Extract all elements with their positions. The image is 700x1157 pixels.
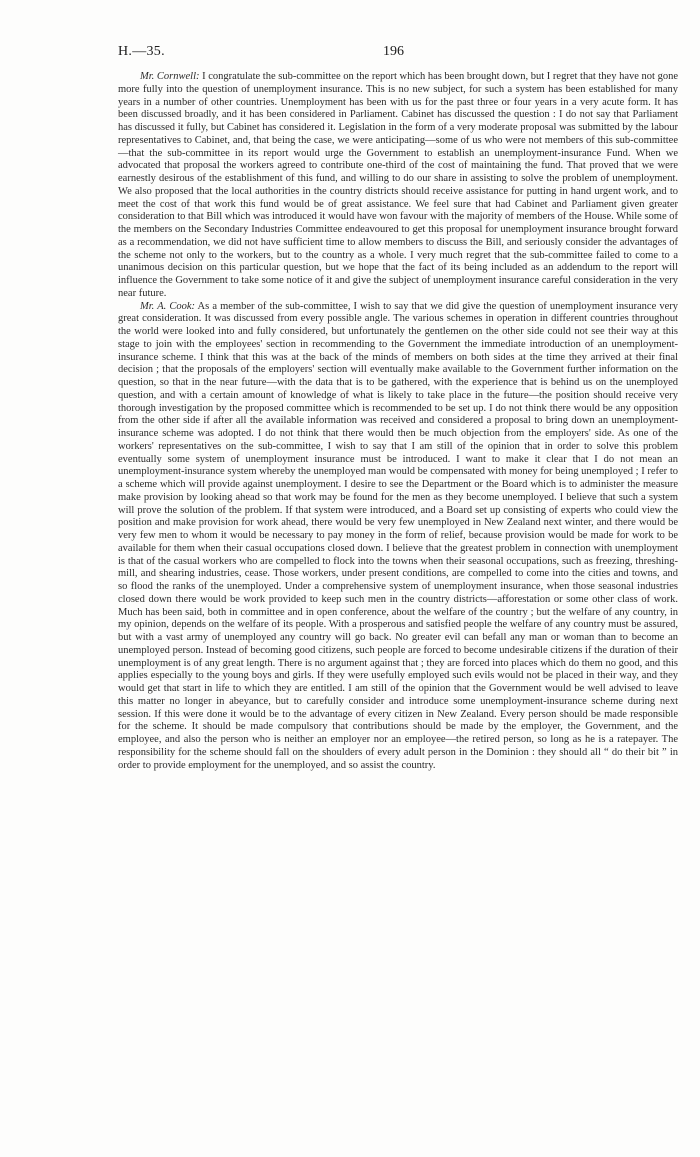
document-reference: H.—35.: [118, 44, 165, 59]
speaker-name: Mr. Cornwell:: [140, 71, 200, 82]
page-header: [118, 44, 678, 64]
paragraph-text: As a member of the sub-committee, I wish to say that we did give the question of unemployment insurance very great consideration. It was discussed from every possible angle. The various schemes in operation in different countries throughout the world were looked into and fully considered, but unfortunately the gentlemen on the other side could not see their way at this stage to join with the employees' section in recommending to the Government the immediate introduction of an unemployment-insurance scheme. I think that this was at the back of the minds of members on both sides at the time they arrived at their final decision ; that the proposals of the employers' section will eventually make available to the Government further information on the question, so that in the near future—with the data that is to be gathered, with the experience that is behind us on the unemployed question, and with a certain amount of knowledge of what is likely to take place in the future—the position should receive very thorough investigation by the proposed committee which is recommended to be set up. I do not think there would be any opposition from the other side if after all the available information was received and considered a proposal to bring down an unemployment-insurance scheme was adopted. I do not think that there would then be much objection from the employers' side. As one of the workers' representatives on the sub-committee, I wish to say that I am still of the opinion that in order to solve this problem eventually some system of unemployment insurance must be introduced. I want to make it clear that I do not mean an unemployment-insurance system whereby the unemployed man would be compensated with money for being unemployed ; I refer to a scheme which will provide against unemployment. I desire to see the Department or the Board which is to administer the measure make provision by looking ahead so that work may be found for the men as they become unemployed. I believe that such a system will prove the solution of the problem. If that system were introduced, and a Board set up consisting of experts who could view the position and make provision for work ahead, there would be very few unemployed in New Zealand next winter, and there would be very few men to whom it would be necessary to pay money in the form of relief, because provision would be made for work to be available for them when their casual occupations closed down. I believe that the greatest problem in connection with unemployment is that of the casual workers who are compelled to flock into the towns when their seasonal occupations, such as freezing, threshing-mill, and shearing industries, cease. Those workers, under present conditions, are compelled to come into the cities and towns, and so flood the ranks of the unemployed. Under a comprehensive system of unemployment insurance, when those seasonal industries closed down there would be work provided to keep such men in the country districts—afforestation or some other class of work. Much has been said, both in committee and in open conference, about the welfare of the country ; but the welfare of any country, in my opinion, depends on the welfare of its people. With a prosperous and satisfied people the welfare of any country must be assured, but with a vast army of unemployed any country will go back. No greater evil can befall any man or woman than to become an unemployed person. Instead of becoming good citizens, such people are forced to become undesirable citizens if the duration of their unemployment is of any great length. There is no argument against that ; they are forced into places which do them no good, and this applies especially to the young boys and girls. If they were usefully employed such evils would not be placed in their way, and they would get that start in life to which they are entitled. I am still of the opinion that the Government would be well advised to leave this matter no longer in abeyance, but to carefully consider and introduce some unemployment-insurance scheme during next session. If this were done it would be to the advantage of every citizen in New Zealand. Every person should be made responsible for the scheme. It should be made compulsory that contributions should be made by the employer, the Government, and the employee, and also the person who is neither an employer nor an employee—the retired person, so long as he is a ratepayer. The responsibility for the scheme should fall on the shoulders of every adult person in the Dominion : they should all “ do their bit ” in order to provide employment for the unemployed, and so assist the country.: [118, 300, 678, 771]
paragraph-cook: [118, 301, 678, 773]
paragraph-cornwell: [118, 71, 678, 301]
page-body: [118, 71, 678, 772]
speaker-name: Mr. A. Cook:: [140, 300, 196, 312]
paragraph-text: I congratulate the sub-committee on the report which has been brought down, but I regret that they have not gone more fully into the question of unemployment insurance. This is no new subject, for such a system has been established for many years in a number of other countries. Unemployment has been with us for the past three or four years in a very acute form. It has been discussed broadly, and it has been considered in Parliament. Cabinet has discussed the question : I do not say that Parliament has discussed it fully, but Cabinet has considered it. Legislation in the form of a very moderate proposal was submitted by the labour representatives to Cabinet, and, that being the case, we were anticipating—some of us who were not members of this sub-committee —that the sub-committee in its report would urge the Government to establish an unemployment-insurance Fund. When we advocated that proposal the workers agreed to contribute one-third of the cost of maintaining the fund. That proved that we were earnestly desirous of the establishment of this fund, and willing to do our share in assisting to solve the problem of unemployment. We also proposed that the local authorities in the country districts should receive assistance for putting in hand urgent work, and to meet the cost of that work this fund would be of great assistance. We feel sure that had Cabinet and Parliament given greater consideration to that Bill which was introduced it would have won favour with the majority of members of the House. While some of the members on the Secondary Industries Committee endeavoured to get this proposal for unemployment insurance brought forward as a recommendation, we did not have sufficient time to allow members to discuss the Bill, and seriously consider the advantages of the scheme not only to the workers, but to the country as a whole. I very much regret that the sub-committee failed to come to a unanimous decision on this particular question, but we hope that the fact of its being included as an addendum to the report will influence the Government to take some notice of it and give the subject of unemployment insurance careful consideration in the very near future.: [118, 71, 678, 299]
page-number: 196: [383, 44, 404, 59]
